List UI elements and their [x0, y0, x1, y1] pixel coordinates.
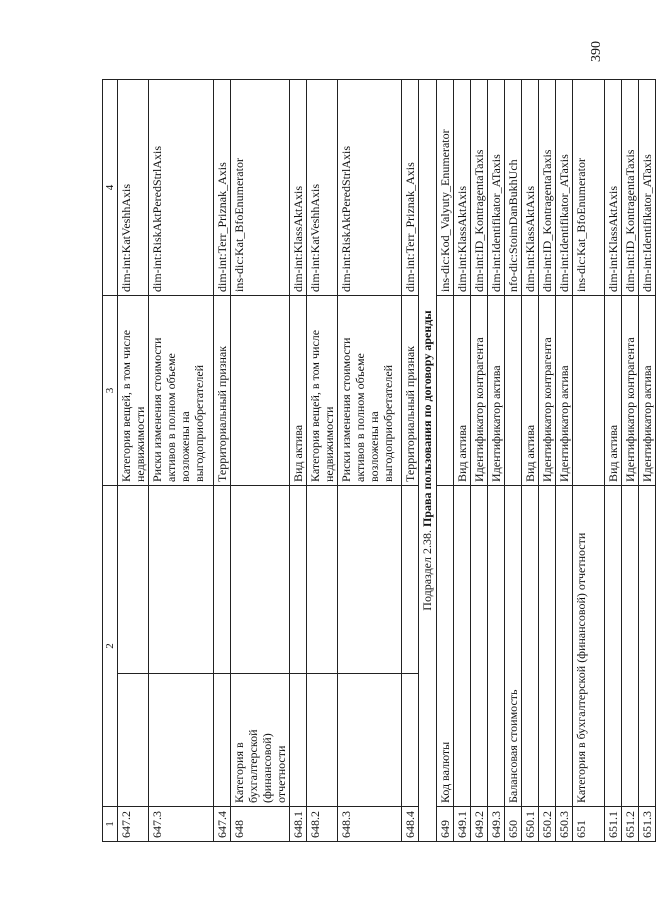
row-code: dim-int:RiskAktPeredStrlAxis [338, 80, 402, 296]
row-code: dim-int:Identifikator_ATaxis [556, 80, 573, 296]
row-name [622, 486, 639, 807]
row-id: 649 [437, 807, 454, 842]
row-desc: Вид актива [290, 296, 307, 486]
header-row [103, 80, 118, 842]
table-row [471, 80, 488, 842]
row-code: dim-int:KatVeshhAxis [307, 80, 338, 296]
row-id: 648.4 [402, 807, 419, 842]
row-desc: Территориальный признак [214, 296, 231, 486]
row-id: 650.1 [522, 807, 539, 842]
row-spacer [214, 486, 231, 674]
row-desc: Категория вещей, в том числе недвижимости [118, 296, 149, 486]
rotated-table-wrapper [102, 80, 654, 842]
table-row [231, 80, 290, 842]
row-id: 651.1 [605, 807, 622, 842]
row-code: dim-int:KatVeshhAxis [118, 80, 149, 296]
row-code: dim-int:Terr_Priznak_Axis [214, 80, 231, 296]
table-row [539, 80, 556, 842]
table-row [639, 80, 656, 842]
row-id: 647.3 [149, 807, 214, 842]
row-code: dim-int:ID_KontragentaTaxis [539, 80, 556, 296]
row-desc: Категория вещей, в том числе недвижимости [307, 296, 338, 486]
row-name [290, 674, 307, 807]
row-code: dim-int:KlassAktAxis [522, 80, 539, 296]
table-row [149, 80, 214, 842]
row-id: 651.2 [622, 807, 639, 842]
row-id: 647.2 [118, 807, 149, 842]
row-spacer [290, 486, 307, 674]
row-name: Код валюты [437, 486, 454, 807]
header-cell: 2 [103, 486, 118, 807]
row-desc: Идентификатор актива [556, 296, 573, 486]
row-desc: Идентификатор актива [639, 296, 656, 486]
section-title: Права пользования по договору аренды [420, 310, 434, 527]
row-name: Категория в бухгалтерской (финансовой) отчетности [231, 674, 290, 807]
row-name [522, 486, 539, 807]
table-row [454, 80, 471, 842]
row-id: 649.3 [488, 807, 505, 842]
row-desc [505, 296, 522, 486]
row-name [471, 486, 488, 807]
row-code: nfo-dic:StoimDanBukhUch [505, 80, 522, 296]
row-id: 651.3 [639, 807, 656, 842]
row-desc [573, 296, 605, 486]
row-desc: Территориальный признак [402, 296, 419, 486]
table-row [214, 80, 231, 842]
row-desc: Риски изменения стоимости активов в полном объеме возложены на выгодоприобретателей [338, 296, 402, 486]
row-code: dim-int:RiskAktPeredStrlAxis [149, 80, 214, 296]
row-id: 648 [231, 807, 290, 842]
row-id: 650.2 [539, 807, 556, 842]
row-id: 647.4 [214, 807, 231, 842]
row-id: 649.1 [454, 807, 471, 842]
page-number: 390 [589, 41, 604, 62]
table-row [622, 80, 639, 842]
table-row [338, 80, 402, 842]
row-name [556, 486, 573, 807]
row-code: dim-int:KlassAktAxis [605, 80, 622, 296]
table-row [290, 80, 307, 842]
row-name [338, 674, 402, 807]
table-row [573, 80, 605, 842]
table-row [488, 80, 505, 842]
header-cell: 4 [103, 80, 118, 296]
row-name [454, 486, 471, 807]
table-row [402, 80, 419, 842]
row-desc: Риски изменения стоимости активов в полном объеме возложены на выгодоприобретателей [149, 296, 214, 486]
data-table [102, 79, 656, 842]
section-row [419, 80, 437, 842]
row-code: ins-dic:Kod_Valyuty_Enumerator [437, 80, 454, 296]
row-name: Балансовая стоимость [505, 486, 522, 807]
row-id: 648.1 [290, 807, 307, 842]
row-name [214, 674, 231, 807]
row-desc [437, 296, 454, 486]
row-name [307, 674, 338, 807]
row-desc: Идентификатор актива [488, 296, 505, 486]
row-name [118, 674, 149, 807]
row-desc: Идентификатор контрагента [539, 296, 556, 486]
row-name [605, 486, 622, 807]
table-row [522, 80, 539, 842]
row-code: dim-int:Terr_Priznak_Axis [402, 80, 419, 296]
row-id: 650 [505, 807, 522, 842]
row-id: 651 [573, 807, 605, 842]
row-desc: Идентификатор контрагента [622, 296, 639, 486]
row-spacer [118, 486, 149, 674]
table-row [437, 80, 454, 842]
row-code: dim-int:Identifikator_ATaxis [639, 80, 656, 296]
row-id: 648.3 [338, 807, 402, 842]
section-prefix: Подраздел 2.38. [420, 527, 434, 611]
row-id: 650.3 [556, 807, 573, 842]
row-name: Категория в бухгалтерской (финансовой) отчетности [573, 486, 605, 807]
row-name [402, 674, 419, 807]
row-code: ins-dic:Kat_BfoEnumerator [231, 80, 290, 296]
table-row [605, 80, 622, 842]
row-code: dim-int:KlassAktAxis [454, 80, 471, 296]
table-row [118, 80, 149, 842]
row-spacer [231, 486, 290, 674]
row-name [488, 486, 505, 807]
row-code: dim-int:ID_KontragentaTaxis [471, 80, 488, 296]
table-row [505, 80, 522, 842]
row-name [639, 486, 656, 807]
row-code: ins-dic:Kat_BfoEnumerator [573, 80, 605, 296]
row-code: dim-int:KlassAktAxis [290, 80, 307, 296]
row-code: dim-int:Identifikator_ATaxis [488, 80, 505, 296]
row-desc: Вид актива [522, 296, 539, 486]
header-cell: 3 [103, 296, 118, 486]
row-code: dim-int:ID_KontragentaTaxis [622, 80, 639, 296]
table-row [307, 80, 338, 842]
row-id: 649.2 [471, 807, 488, 842]
row-spacer [307, 486, 338, 674]
row-spacer [149, 486, 214, 674]
row-spacer [402, 486, 419, 674]
row-desc: Идентификатор контрагента [471, 296, 488, 486]
row-desc: Вид актива [454, 296, 471, 486]
header-cell: 1 [103, 807, 118, 842]
row-id: 648.2 [307, 807, 338, 842]
row-desc [231, 296, 290, 486]
table-row [556, 80, 573, 842]
row-name [539, 486, 556, 807]
section-heading [419, 80, 437, 842]
row-desc: Вид актива [605, 296, 622, 486]
row-spacer [338, 486, 402, 674]
row-name [149, 674, 214, 807]
